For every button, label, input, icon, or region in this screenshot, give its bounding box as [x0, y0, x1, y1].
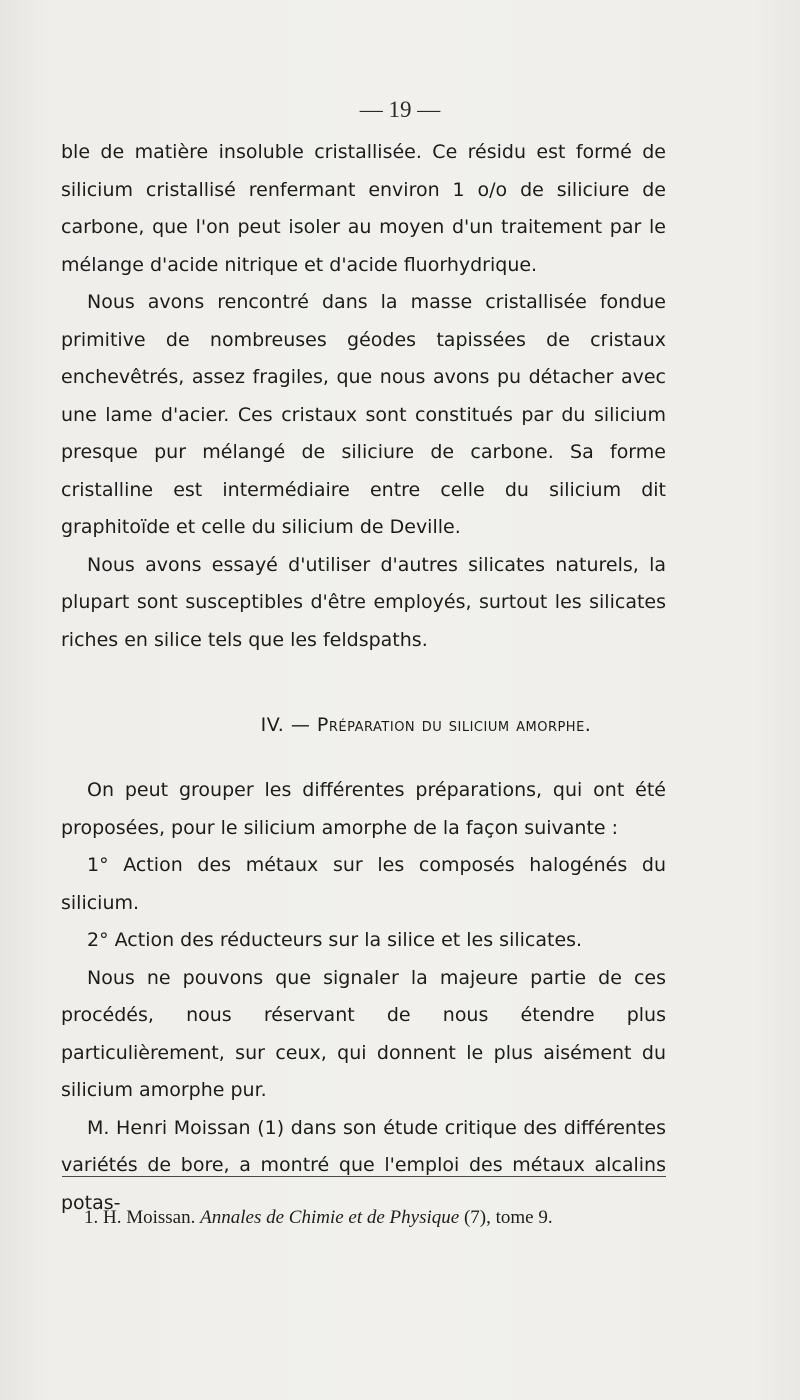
list-item: 2° Action des réducteurs sur la silice et les silicates. — [87, 929, 583, 951]
footnote — [84, 1207, 664, 1229]
paragraph: M. Henri Moissan (1) dans son étude critique des différentes variétés de bore, a montré que l'emploi des métaux alcalins potas- — [61, 1116, 666, 1214]
body-text-bottom — [61, 772, 666, 1222]
paragraph: ble de matière insoluble cristallisée. Ce résidu est formé de silicium cristallisé renfermant environ 1 o/o de siliciure de carbone, que l'on peut isoler au moyen d'un traitement par le mélange d'acide nitrique et d'acide fluorhydrique. — [61, 141, 666, 276]
footnote-journal: Annales de Chimie et de Physique — [200, 1207, 460, 1228]
footnote-reference: (7), tome 9. — [463, 1207, 553, 1228]
paragraph: Nous ne pouvons que signaler la majeure partie de ces procédés, nous réservant de nous étendre plus particulièrement, sur ceux, qui donnent le plus aisément du silicium amorphe pur. — [61, 966, 666, 1101]
paragraph: Nous avons essayé d'utiliser d'autres silicates naturels, la plupart sont susceptibles d'être employés, surtout les silicates riches en silice tels que les feldspaths. — [61, 553, 666, 651]
paragraph: On peut grouper les différentes préparations, qui ont été proposées, pour le silicium amorphe de la façon suivante : — [61, 779, 666, 839]
page-number: — 19 — — [359, 97, 441, 122]
body-text-top — [61, 134, 666, 659]
section-title: Préparation du silicium amorphe. — [316, 714, 592, 736]
list-item: 1° Action des métaux sur les composés halogénés du silicium. — [61, 854, 666, 914]
footnote-divider — [62, 1176, 666, 1177]
section-heading — [0, 714, 800, 736]
section-numeral: IV. — — [260, 714, 311, 736]
paragraph: Nous avons rencontré dans la masse cristallisée fondue primitive de nombreuses géodes tapissées de cristaux enchevêtrés, assez fragiles, que nous avons pu détacher avec une lame d'acier. Ces cristaux sont constitués par du silicium presque pur mélangé de siliciure de carbone. Sa forme cristalline est intermédiaire entre celle du silicium dit graphitoïde et celle du silicium de Deville. — [61, 291, 666, 538]
footnote-marker: 1. H. Moissan. — [84, 1207, 196, 1228]
